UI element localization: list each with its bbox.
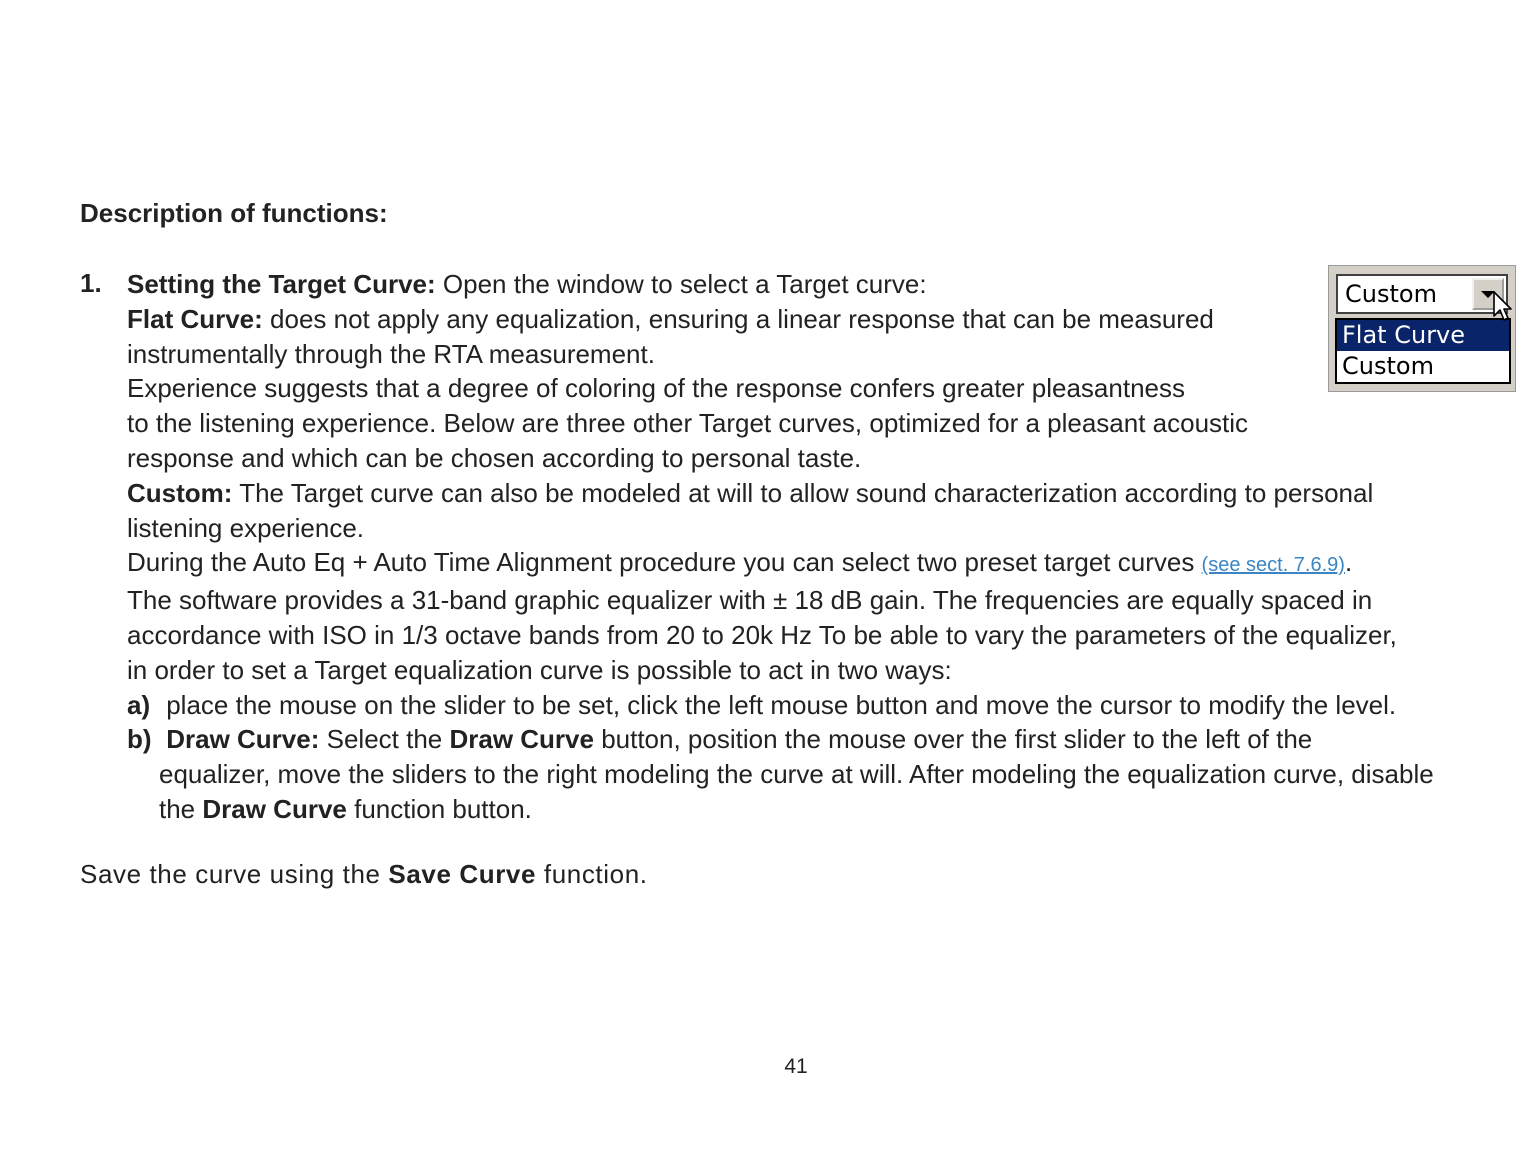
software-text-3: in order to set a Target equalization curve is possible to act in two ways: bbox=[127, 654, 952, 685]
option-b-text: Select the bbox=[319, 724, 450, 755]
mouse-pointer-icon bbox=[1493, 291, 1513, 323]
experience-text-3: response and which can be chosen according to personal taste. bbox=[127, 442, 862, 473]
option-a-label: a) bbox=[127, 689, 151, 720]
line-option-b bbox=[127, 722, 1434, 757]
option-a-text: place the mouse on the slider to be set, click the left mouse button and move the cursor to modify the level. bbox=[159, 689, 1397, 720]
experience-text-1: Experience suggests that a degree of coloring of the response confers greater pleasantness bbox=[127, 373, 1185, 404]
custom-text-2: listening experience. bbox=[127, 512, 365, 543]
option-b-line-2: equalizer, move the sliders to the right modeling the curve at will. After modeling the equalization curve, disable bbox=[159, 759, 1434, 790]
list-number: 1. bbox=[80, 268, 102, 298]
flat-curve-label: Flat Curve: bbox=[127, 303, 263, 334]
dropdown-selected-value: Custom bbox=[1345, 280, 1437, 308]
option-b-line-3-pre: the bbox=[159, 793, 203, 824]
draw-curve-bold-1: Draw Curve bbox=[449, 724, 594, 755]
line-target-curve bbox=[127, 267, 1434, 302]
save-pre: Save the curve using the bbox=[80, 859, 389, 889]
software-text-1: The software provides a 31-band graphic equalizer with ± 18 dB gain. The frequencies are equally spaced in bbox=[127, 585, 1373, 616]
line-custom bbox=[127, 476, 1434, 511]
dropdown-list bbox=[1335, 318, 1511, 384]
save-curve-text bbox=[80, 859, 648, 890]
item-body bbox=[127, 267, 1434, 827]
section-link[interactable]: (see sect. 7.6.9) bbox=[1201, 554, 1345, 577]
auto-eq-end: . bbox=[1344, 547, 1353, 578]
line-flat-curve bbox=[127, 302, 1434, 337]
line-option-a bbox=[127, 688, 1434, 723]
target-curve-select[interactable] bbox=[1336, 274, 1508, 314]
experience-text-2: to the listening experience. Below are three other Target curves, optimized for a pleasant acoustic bbox=[127, 408, 1249, 439]
option-b-line-3-post: function button. bbox=[346, 793, 532, 824]
line-auto-eq bbox=[127, 545, 1434, 583]
save-curve-bold: Save Curve bbox=[388, 859, 537, 889]
draw-curve-bold-2: Draw Curve bbox=[202, 793, 347, 824]
dropdown-option-flat-curve[interactable]: Flat Curve bbox=[1337, 320, 1509, 351]
option-b-text-2: button, position the mouse over the first slider to the left of the bbox=[593, 724, 1313, 755]
dropdown-option-custom[interactable]: Custom bbox=[1342, 352, 1434, 380]
option-b-label: b) bbox=[127, 724, 152, 755]
flat-curve-text-2: instrumentally through the RTA measurement. bbox=[127, 338, 655, 369]
target-curve-intro: Open the window to select a Target curve: bbox=[435, 269, 927, 299]
custom-label: Custom: bbox=[127, 477, 233, 508]
draw-curve-title: Draw Curve: bbox=[159, 724, 320, 755]
flat-curve-text: does not apply any equalization, ensuring a linear response that can be measured bbox=[262, 303, 1214, 334]
save-post: function. bbox=[536, 859, 648, 889]
target-curve-dropdown-screenshot bbox=[1328, 265, 1516, 392]
auto-eq-text: During the Auto Eq + Auto Time Alignment procedure you can select two preset target curves bbox=[127, 547, 1202, 578]
section-heading: Description of functions: bbox=[80, 198, 388, 228]
custom-text: The Target curve can also be modeled at will to allow sound characterization according to personal bbox=[232, 477, 1374, 508]
option-b-line-3 bbox=[127, 792, 1434, 827]
page-number: 41 bbox=[784, 1055, 808, 1078]
software-text-2: accordance with ISO in 1/3 octave bands from 20 to 20k Hz To be able to vary the parameters of the equalizer, bbox=[127, 619, 1397, 650]
target-curve-title: Setting the Target Curve: bbox=[127, 269, 436, 299]
